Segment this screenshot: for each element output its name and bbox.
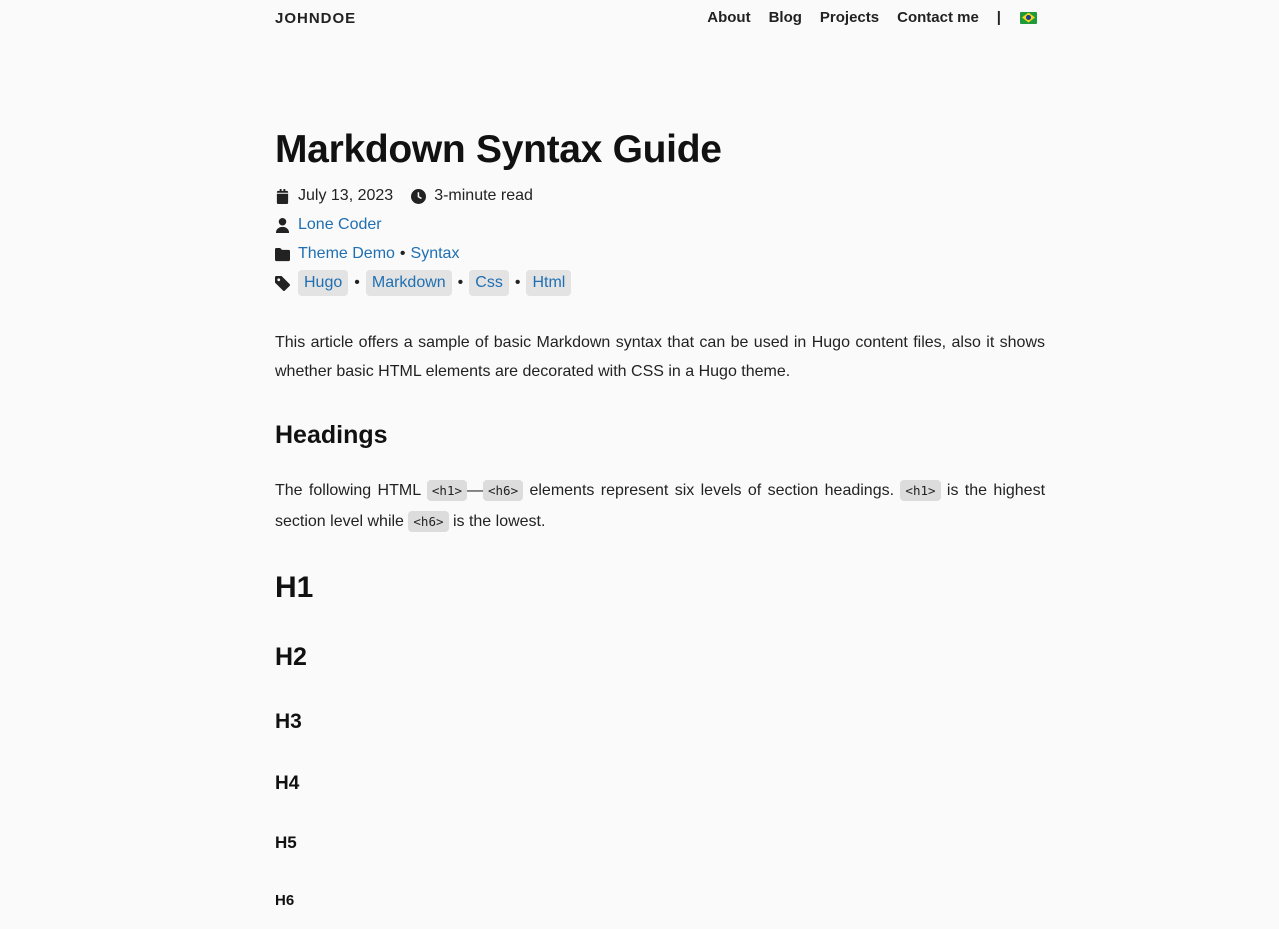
nav-projects-link[interactable]: Projects bbox=[819, 9, 880, 26]
tag-html-link[interactable]: Html bbox=[526, 270, 571, 296]
text-fragment: is the highest section level while bbox=[275, 482, 1046, 530]
post-author-row bbox=[275, 216, 382, 234]
text-fragment: The following HTML bbox=[275, 482, 427, 499]
headings-paragraph bbox=[275, 475, 1045, 537]
post-categories-row bbox=[275, 245, 459, 263]
tag-bullet: • bbox=[514, 274, 521, 291]
heading-sample-h2: H2 bbox=[275, 643, 307, 671]
inline-code: <h6> bbox=[408, 511, 448, 532]
clock-icon bbox=[411, 189, 426, 204]
intro-paragraph: This article offers a sample of basic Markdown syntax that can be used in Hugo content files, also it shows whether basic HTML elements are decorated with CSS in a Hugo theme. bbox=[275, 334, 1045, 380]
nav-blog-link[interactable]: Blog bbox=[768, 9, 802, 26]
tag-markdown-link[interactable]: Markdown bbox=[366, 270, 452, 296]
category-syntax-link[interactable]: Syntax bbox=[410, 245, 460, 262]
heading-sample-h1: H1 bbox=[275, 571, 314, 604]
nav-about-link[interactable]: About bbox=[707, 9, 751, 26]
post-title: Markdown Syntax Guide bbox=[275, 128, 722, 171]
folder-icon bbox=[275, 247, 290, 262]
text-fragment: — bbox=[467, 482, 483, 499]
tag-bullet: • bbox=[354, 274, 360, 291]
nav-contact-link[interactable]: Contact me bbox=[897, 9, 979, 26]
post-date-row bbox=[275, 187, 533, 205]
main-nav bbox=[689, 9, 1037, 26]
post-date: July 13, 2023 bbox=[298, 187, 394, 204]
text-fragment: elements represent six levels of section headings. bbox=[523, 482, 901, 499]
heading-sample-h4: H4 bbox=[275, 773, 300, 794]
read-time: 3-minute read bbox=[434, 187, 533, 204]
tag-icon bbox=[275, 276, 290, 291]
inline-code: <h1> bbox=[900, 480, 940, 501]
site-header bbox=[275, 0, 1045, 38]
text-fragment: is the lowest. bbox=[448, 513, 546, 530]
tag-hugo-link[interactable]: Hugo bbox=[298, 270, 348, 296]
heading-sample-h6: H6 bbox=[275, 892, 295, 909]
headings-section-title: Headings bbox=[275, 421, 388, 449]
nav-separator: | bbox=[996, 9, 1001, 26]
tag-bullet: • bbox=[457, 274, 464, 291]
calendar-icon bbox=[275, 189, 290, 204]
tag-css-link[interactable]: Css bbox=[469, 270, 509, 296]
inline-code: <h6> bbox=[483, 480, 523, 501]
author-link[interactable]: Lone Coder bbox=[298, 216, 382, 233]
brazil-flag-icon[interactable] bbox=[1020, 12, 1037, 24]
heading-sample-h3: H3 bbox=[275, 710, 302, 733]
heading-sample-h5: H5 bbox=[275, 833, 297, 852]
site-brand[interactable]: JOHNDOE bbox=[275, 10, 357, 27]
category-theme-demo-link[interactable]: Theme Demo bbox=[298, 245, 395, 262]
post-tags-row bbox=[275, 270, 571, 296]
inline-code: <h1> bbox=[427, 480, 467, 501]
user-icon bbox=[275, 218, 290, 233]
category-bullet: • bbox=[399, 245, 406, 262]
